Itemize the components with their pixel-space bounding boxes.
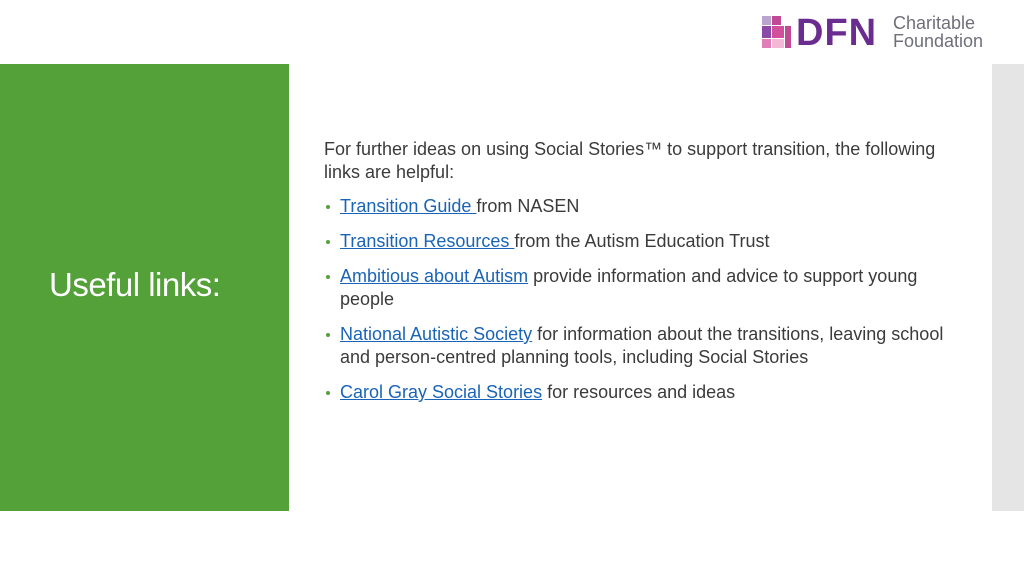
intro-text: For further ideas on using Social Stories™ to support transition, the following links are helpful: — [324, 139, 936, 182]
logo-line1: Charitable — [893, 13, 976, 33]
link-national-autistic-society[interactable]: National Autistic Society — [340, 324, 533, 344]
link-transition-guide[interactable]: Transition Guide — [340, 196, 477, 216]
logo-subtitle — [893, 14, 983, 50]
list-item — [324, 381, 964, 404]
item-text: for resources and ideas — [542, 382, 736, 402]
link-transition-resources[interactable]: Transition Resources — [340, 231, 515, 251]
item-text: for information about the transitions, leaving school and person-centred planning tools, including Social Stories — [340, 324, 944, 367]
list-item — [324, 323, 964, 369]
dfn-logo — [762, 14, 1002, 54]
logo-brand: DFN — [796, 12, 878, 54]
logo-mark-icon — [762, 16, 792, 49]
list-item — [324, 195, 964, 218]
item-text: provide information and advice to support young people — [340, 266, 918, 309]
item-text: from the Autism Education Trust — [514, 231, 770, 251]
link-ambitious-about-autism[interactable]: Ambitious about Autism — [340, 266, 529, 286]
item-text: from NASEN — [476, 196, 580, 216]
right-edge-bar — [992, 64, 1024, 511]
slide-content — [324, 138, 964, 416]
links-list — [324, 195, 964, 404]
list-item — [324, 265, 964, 311]
logo-line2: Foundation — [893, 31, 984, 51]
slide-title: Useful links: — [49, 266, 221, 303]
link-carol-gray-social-stories[interactable]: Carol Gray Social Stories — [340, 382, 543, 402]
list-item — [324, 230, 964, 253]
